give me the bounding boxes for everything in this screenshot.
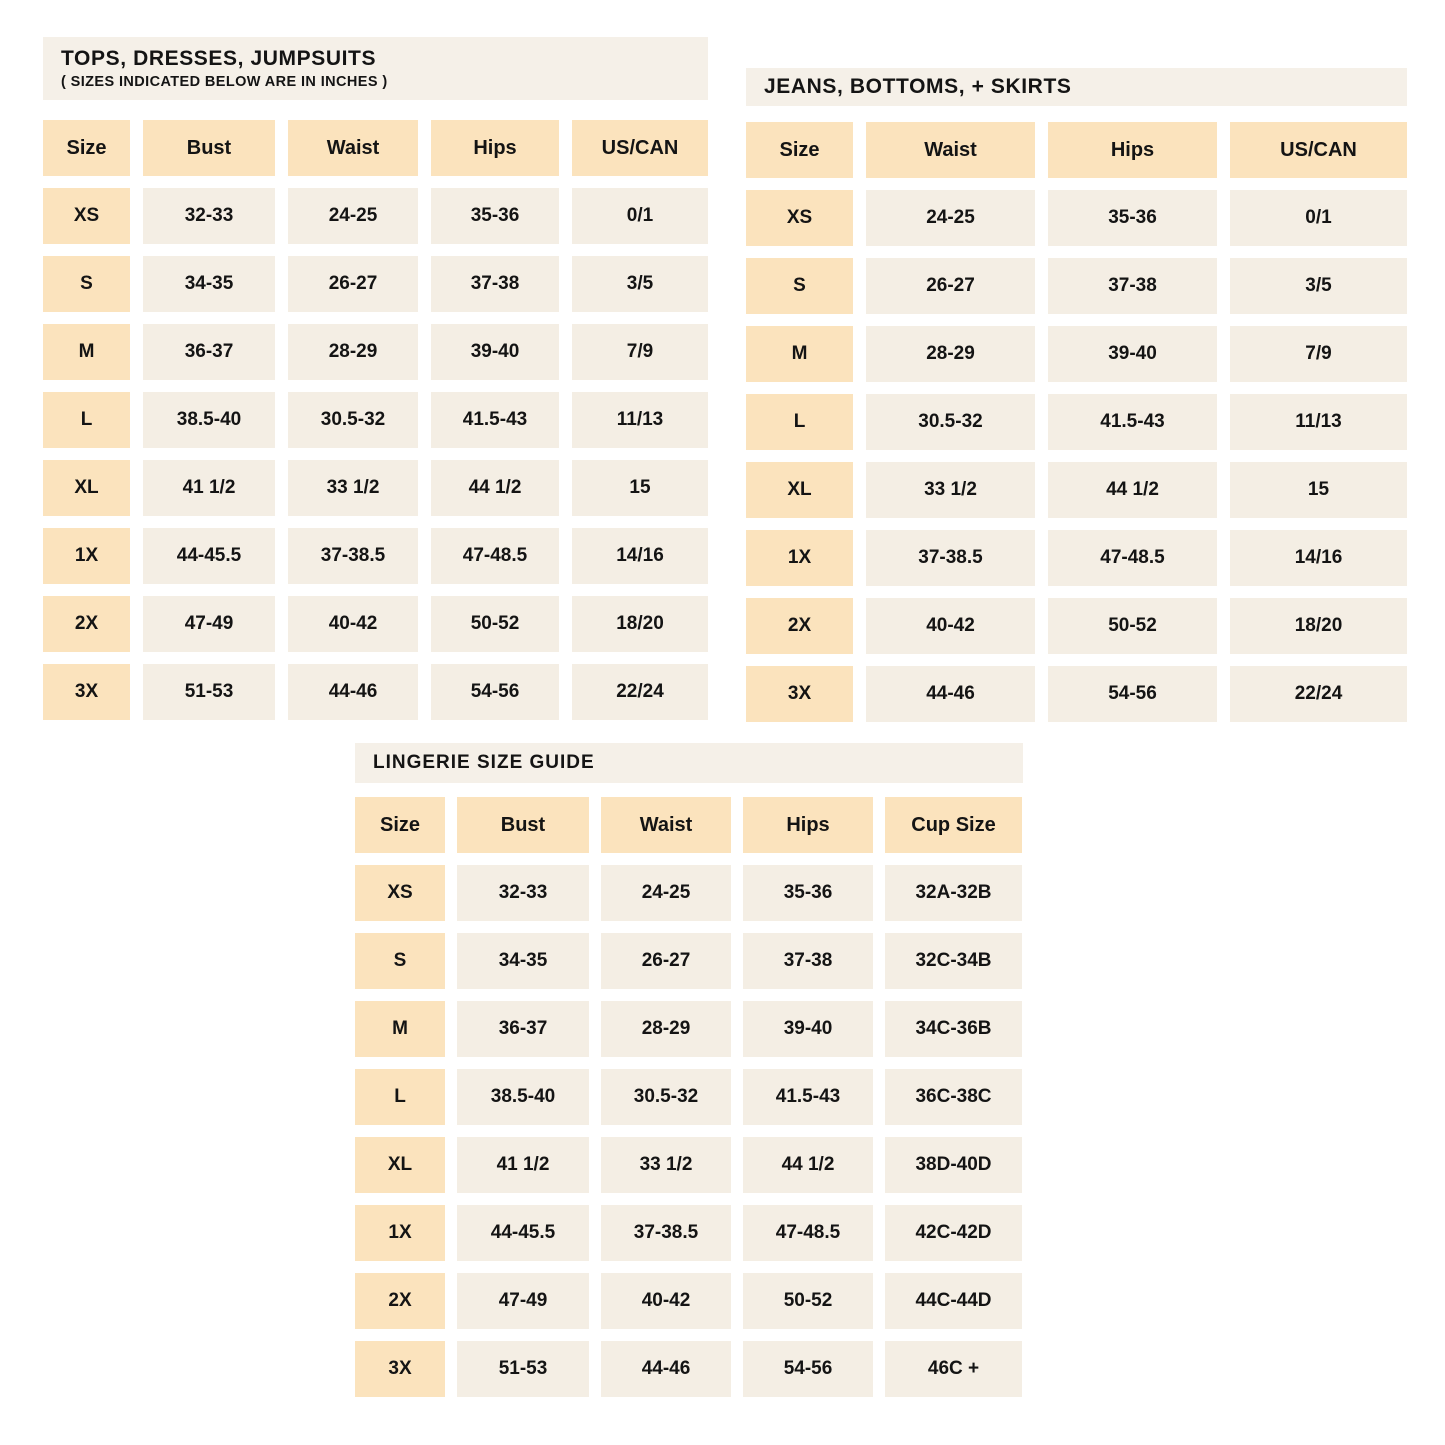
value-cell: 47-49 — [143, 596, 275, 652]
value-cell: 35-36 — [1048, 190, 1217, 246]
value-cell: 0/1 — [1230, 190, 1407, 246]
value-cell: 44-46 — [288, 664, 418, 720]
column-header-cell: Waist — [601, 797, 731, 853]
lingerie-title-band — [355, 743, 1023, 783]
size-label-cell: 3X — [355, 1341, 445, 1397]
column-header-cell: Bust — [457, 797, 589, 853]
value-cell: 36C-38C — [885, 1069, 1022, 1125]
jeans-bottoms-skirts-table — [746, 68, 1407, 722]
value-cell: 24-25 — [601, 865, 731, 921]
value-cell: 3/5 — [572, 256, 708, 312]
value-cell: 44C-44D — [885, 1273, 1022, 1329]
value-cell: 44 1/2 — [1048, 462, 1217, 518]
value-cell: 32-33 — [457, 865, 589, 921]
value-cell: 38D-40D — [885, 1137, 1022, 1193]
value-cell: 41 1/2 — [143, 460, 275, 516]
size-label-cell: XS — [746, 190, 853, 246]
tops-dresses-jumpsuits-table — [43, 37, 708, 720]
value-cell: 30.5-32 — [601, 1069, 731, 1125]
column-header-cell: US/CAN — [572, 120, 708, 176]
value-cell: 22/24 — [572, 664, 708, 720]
value-cell: 28-29 — [288, 324, 418, 380]
size-label-cell: M — [355, 1001, 445, 1057]
value-cell: 41.5-43 — [743, 1069, 873, 1125]
size-label-cell: XS — [43, 188, 130, 244]
value-cell: 18/20 — [572, 596, 708, 652]
lingerie-size-guide-table — [355, 743, 1023, 1397]
column-header-cell: Waist — [288, 120, 418, 176]
lingerie-table-grid — [355, 797, 1023, 1397]
value-cell: 24-25 — [288, 188, 418, 244]
value-cell: 39-40 — [1048, 326, 1217, 382]
value-cell: 38.5-40 — [143, 392, 275, 448]
value-cell: 37-38 — [743, 933, 873, 989]
size-label-cell: M — [746, 326, 853, 382]
value-cell: 44-45.5 — [457, 1205, 589, 1261]
size-label-cell: XL — [355, 1137, 445, 1193]
value-cell: 47-48.5 — [431, 528, 559, 584]
value-cell: 3/5 — [1230, 258, 1407, 314]
value-cell: 37-38 — [431, 256, 559, 312]
value-cell: 33 1/2 — [601, 1137, 731, 1193]
value-cell: 28-29 — [866, 326, 1035, 382]
tops-table-subtitle: ( SIZES INDICATED BELOW ARE IN INCHES ) — [61, 74, 388, 91]
value-cell: 35-36 — [431, 188, 559, 244]
value-cell: 11/13 — [572, 392, 708, 448]
value-cell: 36-37 — [143, 324, 275, 380]
value-cell: 28-29 — [601, 1001, 731, 1057]
size-label-cell: XS — [355, 865, 445, 921]
value-cell: 41.5-43 — [1048, 394, 1217, 450]
size-label-cell: 3X — [746, 666, 853, 722]
value-cell: 51-53 — [457, 1341, 589, 1397]
value-cell: 15 — [572, 460, 708, 516]
column-header-cell: Hips — [1048, 122, 1217, 178]
value-cell: 7/9 — [572, 324, 708, 380]
value-cell: 46C + — [885, 1341, 1022, 1397]
value-cell: 37-38.5 — [866, 530, 1035, 586]
value-cell: 22/24 — [1230, 666, 1407, 722]
jeans-table-title: JEANS, BOTTOMS, + SKIRTS — [764, 74, 1072, 98]
column-header-cell: Hips — [743, 797, 873, 853]
column-header-cell: Size — [43, 120, 130, 176]
value-cell: 30.5-32 — [288, 392, 418, 448]
value-cell: 47-48.5 — [1048, 530, 1217, 586]
value-cell: 39-40 — [431, 324, 559, 380]
column-header-cell: US/CAN — [1230, 122, 1407, 178]
size-label-cell: 2X — [746, 598, 853, 654]
size-label-cell: 3X — [43, 664, 130, 720]
value-cell: 47-48.5 — [743, 1205, 873, 1261]
value-cell: 39-40 — [743, 1001, 873, 1057]
value-cell: 51-53 — [143, 664, 275, 720]
size-label-cell: 1X — [746, 530, 853, 586]
tops-table-title: TOPS, DRESSES, JUMPSUITS — [61, 46, 377, 70]
value-cell: 54-56 — [1048, 666, 1217, 722]
value-cell: 41.5-43 — [431, 392, 559, 448]
value-cell: 44-45.5 — [143, 528, 275, 584]
column-header-cell: Hips — [431, 120, 559, 176]
value-cell: 40-42 — [866, 598, 1035, 654]
value-cell: 36-37 — [457, 1001, 589, 1057]
value-cell: 14/16 — [1230, 530, 1407, 586]
size-label-cell: S — [43, 256, 130, 312]
value-cell: 40-42 — [288, 596, 418, 652]
tops-title-band — [43, 37, 708, 100]
value-cell: 44 1/2 — [431, 460, 559, 516]
column-header-cell: Size — [746, 122, 853, 178]
value-cell: 26-27 — [288, 256, 418, 312]
size-label-cell: XL — [746, 462, 853, 518]
value-cell: 0/1 — [572, 188, 708, 244]
size-label-cell: 2X — [43, 596, 130, 652]
value-cell: 42C-42D — [885, 1205, 1022, 1261]
value-cell: 47-49 — [457, 1273, 589, 1329]
value-cell: 14/16 — [572, 528, 708, 584]
column-header-cell: Waist — [866, 122, 1035, 178]
value-cell: 32C-34B — [885, 933, 1022, 989]
value-cell: 34-35 — [457, 933, 589, 989]
value-cell: 37-38.5 — [601, 1205, 731, 1261]
value-cell: 38.5-40 — [457, 1069, 589, 1125]
column-header-cell: Size — [355, 797, 445, 853]
size-label-cell: 1X — [43, 528, 130, 584]
value-cell: 34C-36B — [885, 1001, 1022, 1057]
tops-table-grid — [43, 120, 708, 720]
value-cell: 41 1/2 — [457, 1137, 589, 1193]
value-cell: 18/20 — [1230, 598, 1407, 654]
value-cell: 24-25 — [866, 190, 1035, 246]
value-cell: 44-46 — [866, 666, 1035, 722]
value-cell: 50-52 — [1048, 598, 1217, 654]
value-cell: 40-42 — [601, 1273, 731, 1329]
value-cell: 50-52 — [743, 1273, 873, 1329]
value-cell: 44-46 — [601, 1341, 731, 1397]
value-cell: 33 1/2 — [866, 462, 1035, 518]
value-cell: 30.5-32 — [866, 394, 1035, 450]
column-header-cell: Bust — [143, 120, 275, 176]
value-cell: 26-27 — [866, 258, 1035, 314]
value-cell: 11/13 — [1230, 394, 1407, 450]
value-cell: 32A-32B — [885, 865, 1022, 921]
value-cell: 54-56 — [743, 1341, 873, 1397]
size-label-cell: 2X — [355, 1273, 445, 1329]
size-label-cell: M — [43, 324, 130, 380]
size-label-cell: XL — [43, 460, 130, 516]
jeans-title-band — [746, 68, 1407, 106]
lingerie-table-title: LINGERIE SIZE GUIDE — [373, 752, 595, 774]
value-cell: 37-38.5 — [288, 528, 418, 584]
value-cell: 15 — [1230, 462, 1407, 518]
value-cell: 37-38 — [1048, 258, 1217, 314]
size-label-cell: L — [746, 394, 853, 450]
value-cell: 35-36 — [743, 865, 873, 921]
value-cell: 7/9 — [1230, 326, 1407, 382]
size-label-cell: L — [43, 392, 130, 448]
value-cell: 26-27 — [601, 933, 731, 989]
value-cell: 33 1/2 — [288, 460, 418, 516]
value-cell: 54-56 — [431, 664, 559, 720]
size-label-cell: S — [746, 258, 853, 314]
value-cell: 34-35 — [143, 256, 275, 312]
size-label-cell: 1X — [355, 1205, 445, 1261]
size-label-cell: S — [355, 933, 445, 989]
jeans-table-grid — [746, 122, 1407, 722]
column-header-cell: Cup Size — [885, 797, 1022, 853]
value-cell: 50-52 — [431, 596, 559, 652]
size-label-cell: L — [355, 1069, 445, 1125]
value-cell: 32-33 — [143, 188, 275, 244]
value-cell: 44 1/2 — [743, 1137, 873, 1193]
